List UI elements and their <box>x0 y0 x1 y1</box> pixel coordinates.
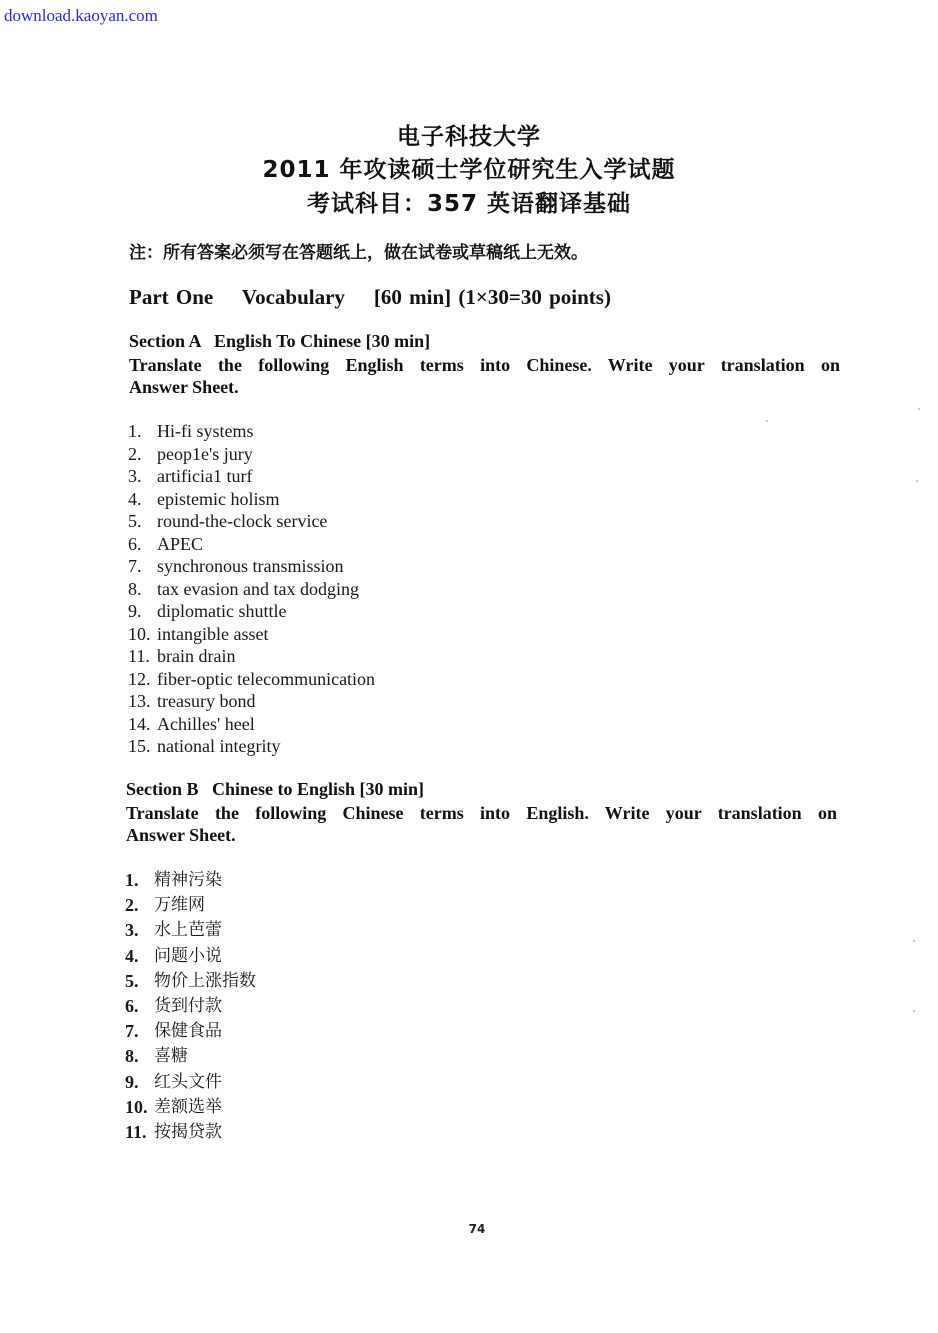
item-number: 3. <box>128 466 142 486</box>
item-term: 红头文件 <box>154 1071 222 1092</box>
item-term: 按揭贷款 <box>154 1121 222 1142</box>
list-item <box>128 645 375 668</box>
list-item <box>125 918 256 943</box>
item-term: Hi-fi systems <box>157 421 254 441</box>
item-term: 物价上涨指数 <box>154 970 256 991</box>
item-number: 11. <box>125 1121 147 1142</box>
list-item <box>128 555 375 578</box>
section-b-heading: Section B Chinese to English [30 min] <box>126 779 425 799</box>
item-term: fiber-optic telecommunication <box>157 668 376 689</box>
scan-speck <box>918 408 920 410</box>
list-item <box>125 944 256 969</box>
item-number: 1. <box>128 421 142 441</box>
item-number: 7. <box>125 1021 139 1042</box>
watermark-link[interactable]: download.kaoyan.com <box>4 6 158 25</box>
item-number: 13. <box>128 691 151 711</box>
section-a-instruction: Translate the following English terms into Chinese. Write your translation on <box>129 355 840 375</box>
item-term: 水上芭蕾 <box>154 920 222 941</box>
item-number: 9. <box>125 1071 139 1092</box>
item-term: treasury bond <box>157 691 256 711</box>
list-item <box>125 1044 256 1069</box>
list-item <box>128 690 375 713</box>
list-item <box>128 465 375 488</box>
list-item <box>128 668 375 691</box>
exam-title: 2011 年攻读硕士学位研究生入学试题 <box>262 157 676 183</box>
item-number: 5. <box>128 511 142 531</box>
item-term: 问题小说 <box>154 945 222 966</box>
list-item <box>128 578 375 601</box>
list-item <box>125 868 256 893</box>
item-number: 10. <box>128 623 151 644</box>
list-item <box>125 1070 256 1095</box>
item-number: 5. <box>125 970 139 991</box>
item-term: 万维网 <box>154 895 205 916</box>
list-item <box>128 600 375 623</box>
exam-subject: 考试科目：357 英语翻译基础 <box>306 191 632 217</box>
list-item <box>125 969 256 994</box>
item-number: 11. <box>128 646 150 666</box>
item-term: APEC <box>157 533 204 554</box>
scan-speck <box>916 480 918 482</box>
item-number: 7. <box>128 556 142 576</box>
item-number: 8. <box>125 1046 139 1067</box>
item-term: national integrity <box>157 736 281 756</box>
list-item <box>128 510 375 533</box>
list-item <box>125 893 256 918</box>
list-item <box>128 420 375 443</box>
item-number: 9. <box>128 601 142 621</box>
list-item <box>125 1095 256 1120</box>
item-term: diplomatic shuttle <box>157 601 287 621</box>
item-number: 2. <box>125 895 139 916</box>
part-one-heading: Part One Vocabulary [60 min] (1×30=30 points) <box>129 285 611 309</box>
item-term: 精神污染 <box>154 870 222 890</box>
item-term: Achilles' heel <box>157 713 255 734</box>
list-item <box>128 735 375 758</box>
section-a-term-list <box>128 420 375 758</box>
scan-speck <box>913 1010 915 1012</box>
university-title: 电子科技大学 <box>397 124 541 150</box>
item-term: brain drain <box>157 646 236 666</box>
item-number: 12. <box>128 668 151 689</box>
item-term: 喜糖 <box>154 1046 188 1067</box>
page-number: 74 <box>468 1222 486 1236</box>
item-term: artificia1 turf <box>157 466 253 486</box>
scan-speck <box>766 420 768 422</box>
item-number: 1. <box>125 870 139 890</box>
item-term: 保健食品 <box>154 1021 222 1042</box>
answer-notice: 注：所有答案必须写在答题纸上，做在试卷或草稿纸上无效。 <box>129 243 588 263</box>
item-term: epistemic holism <box>157 488 280 509</box>
item-number: 14. <box>128 713 151 734</box>
list-item <box>128 488 375 511</box>
item-term: 差额选举 <box>154 1096 222 1117</box>
item-term: synchronous transmission <box>157 556 344 576</box>
item-number: 4. <box>128 488 142 509</box>
list-item <box>128 623 375 646</box>
item-term: tax evasion and tax dodging <box>157 578 359 599</box>
section-a-heading: Section A English To Chinese [30 min] <box>129 331 431 351</box>
section-b-term-list <box>125 868 256 1145</box>
item-number: 2. <box>128 443 142 464</box>
item-number: 6. <box>128 533 142 554</box>
item-number: 4. <box>125 945 139 966</box>
item-number: 3. <box>125 920 139 941</box>
item-number: 6. <box>125 995 139 1016</box>
item-number: 10. <box>125 1096 148 1117</box>
list-item <box>128 443 375 466</box>
item-number: 15. <box>128 736 151 756</box>
list-item <box>125 1019 256 1044</box>
list-item <box>125 994 256 1019</box>
section-b-instruction-tail: Answer Sheet. <box>126 825 236 845</box>
list-item <box>128 713 375 736</box>
item-term: 货到付款 <box>154 995 222 1016</box>
item-term: peop1e's jury <box>157 443 253 464</box>
item-number: 8. <box>128 578 142 599</box>
item-term: intangible asset <box>157 623 269 644</box>
section-b-instruction: Translate the following Chinese terms into English. Write your translation on <box>126 803 837 823</box>
section-a-instruction-tail: Answer Sheet. <box>129 377 239 397</box>
list-item <box>125 1120 256 1145</box>
scan-speck <box>913 940 915 942</box>
item-term: round-the-clock service <box>157 511 328 531</box>
list-item <box>128 533 375 556</box>
